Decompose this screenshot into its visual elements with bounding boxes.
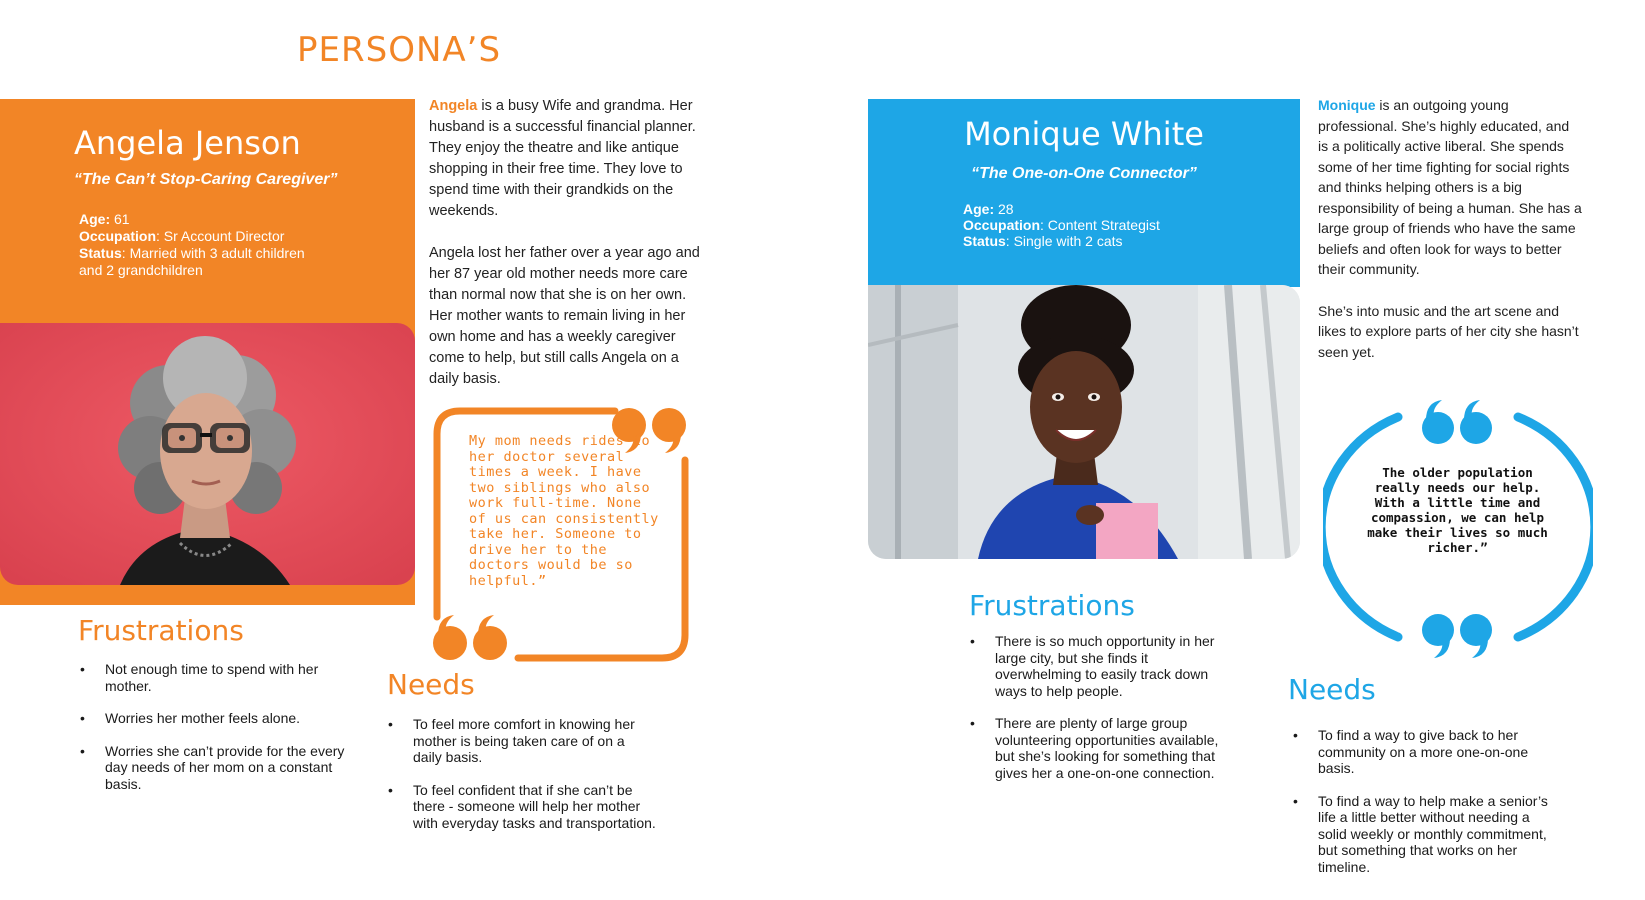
needs-list [386,716,656,847]
occupation-label: Occupation [963,217,1041,233]
age-value: 28 [994,201,1014,217]
frustrations-heading: Frustrations [78,614,244,647]
list-item: • To find a way to help make a senior’s life a little better without needing a solid weekly or monthly commitment, but something that works on her timeline. [1291,793,1551,876]
list-item: • Not enough time to spend with her mother. [78,661,348,694]
quote-close-icon [1420,612,1496,660]
persona-details [963,201,1263,249]
status-value: : Married with 3 adult children and 2 grandchildren [79,245,305,278]
bio-paragraph-1: is a busy Wife and grandma. Her husband is a successful financial planner. They enjoy the theatre and like antique shopping in their free time. They love to spend time with their grandkids on the weekends. [429,98,696,219]
frustrations-list [968,633,1228,797]
frustrations-heading: Frustrations [969,589,1135,622]
age-label: Age: [79,211,111,227]
page-title: PERSONA’S [297,30,502,70]
bio-highlight-name: Angela [429,98,478,114]
angela-portrait [0,323,415,585]
bio-highlight-name: Monique [1318,97,1376,113]
frustrations-list [78,661,348,808]
status-value: : Single with 2 cats [1005,233,1123,249]
bio-paragraph-2: Angela lost her father over a year ago and her 87 year old mother needs more care than normal now that she is on her own. Her mother wants to remain living in her own home and has a weekly caregiver come to help, but still calls Angela on a daily basis. [429,245,700,387]
persona-name: Monique White [964,115,1204,153]
quote-open-icon [1420,398,1496,446]
quote-close-icon [432,613,512,661]
monique-portrait [868,285,1300,559]
needs-heading: Needs [1288,673,1376,706]
list-item: • To feel confident that if she can’t be there - someone will help her mother with everyday tasks and transportation. [386,782,656,832]
list-item: • Worries her mother feels alone. [78,710,348,727]
persona-bio [429,96,709,390]
persona-details [79,211,319,279]
status-label: Status [963,233,1006,249]
list-item: • There is so much opportunity in her large city, but she finds it overwhelming to easily track down ways to help people. [968,633,1228,699]
status-label: Status [79,245,122,261]
occupation-value: : Sr Account Director [156,228,285,244]
persona-quote: My mom needs rides to her doctor several times a week. I have two siblings who also work full-time. None of us can consistently take her. Someone to drive her to the doctors would be so helpful.” [469,433,659,589]
persona-tagline: “The One-on-One Connector” [971,165,1197,182]
list-item: • Worries she can’t provide for the every day needs of her mom on a constant basis. [78,743,348,793]
bio-paragraph-1: is an outgoing young professional. She’s highly educated, and is a politically active liberal. She spends some of her time fighting for social rights and thinks helping others is a big responsibility of being a human. She has a large group of friends who have the same beliefs and often look for ways to better their community. [1318,97,1582,277]
list-item: • To find a way to give back to her community on a more one-on-one basis. [1291,727,1551,777]
persona-tagline: “The Can’t Stop-Caring Caregiver” [74,171,338,188]
age-value: 61 [110,211,130,227]
occupation-value: : Content Strategist [1040,217,1160,233]
bio-paragraph-2: She’s into music and the art scene and likes to explore parts of her city she hasn’t seen yet. [1318,302,1579,360]
occupation-label: Occupation [79,228,157,244]
needs-list [1291,727,1551,891]
needs-heading: Needs [387,668,475,701]
persona-bio [1318,95,1583,362]
persona-name: Angela Jenson [74,124,301,162]
list-item: • To feel more comfort in knowing her mother is being taken care of on a daily basis. [386,716,656,766]
list-item: • There are plenty of large group volunteering opportunities available, but she’s looking for something that gives her a one-on-one connection. [968,715,1228,781]
persona-quote: The older population really needs our help. With a little time and compassion, we can help make their lives so much richer.” [1367,465,1548,555]
age-label: Age: [963,201,995,217]
